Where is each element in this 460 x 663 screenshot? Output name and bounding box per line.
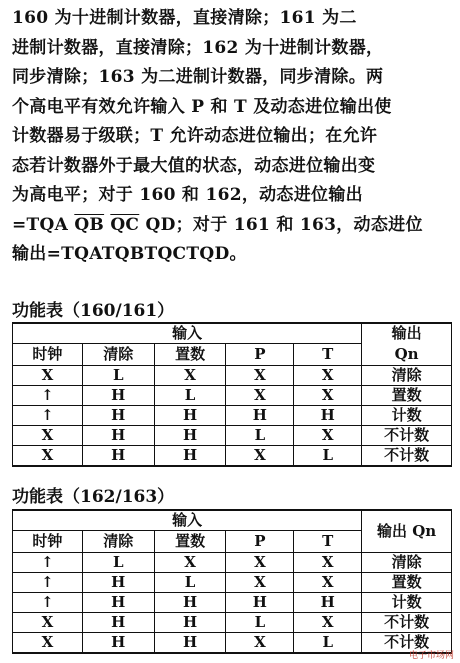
table-cell: H xyxy=(154,446,226,467)
table-cell: X xyxy=(13,426,83,446)
table-cell: H xyxy=(226,406,294,426)
column-header: 置数 xyxy=(154,344,226,366)
paragraph-line: 个高电平有效允许输入 P 和 T 及动态进位输出使 xyxy=(12,96,392,117)
table-cell: H xyxy=(82,446,154,467)
table-cell: X xyxy=(226,446,294,467)
table-cell: X xyxy=(13,366,83,386)
formula-qb-bar: $\overline{QB}$ xyxy=(74,214,105,235)
table-cell: H xyxy=(82,426,154,446)
paragraph-line: 160 为十进制计数器，直接清除；161 为二 xyxy=(12,8,357,28)
table-cell: 不计数 xyxy=(362,426,452,446)
table-cell: 不计数 xyxy=(362,446,452,467)
table-cell: X xyxy=(294,386,362,406)
paragraph-line: 为高电平；对于 160 和 162，动态进位输出 xyxy=(12,185,363,205)
input-header: 输入 xyxy=(13,323,362,344)
table-row xyxy=(13,553,452,573)
table-cell: X xyxy=(294,573,362,593)
output-header: 输出 xyxy=(362,323,452,344)
table-cell: X xyxy=(13,633,83,654)
function-table-160-161 xyxy=(12,322,452,467)
table-cell: H xyxy=(154,613,226,633)
formula-suffix: QD；对于 161 和 163，动态进位 xyxy=(139,214,423,235)
column-header: 时钟 xyxy=(13,531,83,553)
table-cell: L xyxy=(294,633,362,654)
paragraph-line: 进制计数器，直接清除；162 为十进制计数器， xyxy=(12,37,384,58)
table-cell: X xyxy=(294,426,362,446)
table-cell: X xyxy=(226,633,294,654)
input-header: 输入 xyxy=(13,510,362,531)
table-row xyxy=(13,613,452,633)
column-header: 清除 xyxy=(82,531,154,553)
output-header: 输出 Qn xyxy=(362,510,452,553)
table-cell: H xyxy=(154,406,226,426)
table-cell: H xyxy=(82,406,154,426)
table-cell: 计数 xyxy=(362,593,452,613)
table-cell: 置数 xyxy=(362,573,452,593)
table-cell: X xyxy=(154,553,226,573)
table-cell: H xyxy=(154,593,226,613)
description-paragraph xyxy=(12,4,452,270)
table-cell: X xyxy=(294,613,362,633)
column-header: 置数 xyxy=(154,531,226,553)
table-cell: H xyxy=(82,633,154,654)
table-cell: X xyxy=(226,386,294,406)
table2-caption: 功能表（162/163） xyxy=(12,487,175,507)
table-cell: H xyxy=(82,593,154,613)
table2-body xyxy=(13,553,452,654)
column-header: 时钟 xyxy=(13,344,83,366)
paragraph-line: 输出=TQATQBTQCTQD。 xyxy=(12,244,247,264)
table-cell: X xyxy=(294,553,362,573)
column-header: P xyxy=(226,344,294,366)
table-cell: X xyxy=(226,573,294,593)
table-cell: L xyxy=(82,553,154,573)
table-cell: 不计数 xyxy=(362,633,452,654)
table-row xyxy=(13,366,452,386)
table-cell: H xyxy=(154,426,226,446)
table-cell: ↑ xyxy=(13,553,83,573)
table-cell: H xyxy=(154,633,226,654)
table-cell: X xyxy=(226,553,294,573)
table-cell: X xyxy=(13,446,83,467)
table-cell: X xyxy=(294,366,362,386)
table-cell: X xyxy=(226,366,294,386)
table-cell: L xyxy=(226,613,294,633)
table-cell: 置数 xyxy=(362,386,452,406)
table-cell: H xyxy=(82,386,154,406)
table-cell: L xyxy=(154,386,226,406)
table-row xyxy=(13,633,452,654)
table-row xyxy=(13,593,452,613)
table-cell: ↑ xyxy=(13,406,83,426)
table-cell: L xyxy=(294,446,362,467)
paragraph-line: 同步清除；163 为二进制计数器，同步清除。两 xyxy=(12,67,384,87)
table-cell: H xyxy=(82,573,154,593)
column-header: 清除 xyxy=(82,344,154,366)
column-header: P xyxy=(226,531,294,553)
formula-prefix: =TQA xyxy=(12,214,75,235)
table1-caption: 功能表（160/161） xyxy=(12,301,175,321)
table-row xyxy=(13,573,452,593)
table-cell: H xyxy=(82,613,154,633)
table-cell: L xyxy=(226,426,294,446)
table-row xyxy=(13,446,452,467)
table-cell: ↑ xyxy=(13,593,83,613)
table-cell: X xyxy=(13,613,83,633)
paragraph-line: 态若计数器外于最大值的状态，动态进位输出变 xyxy=(12,155,376,176)
watermark-logo: 电子市场网 xyxy=(408,651,454,661)
table-cell: H xyxy=(294,406,362,426)
table-cell: 不计数 xyxy=(362,613,452,633)
output-subheader: Qn xyxy=(362,344,452,366)
table-cell: 计数 xyxy=(362,406,452,426)
paragraph-line-formula xyxy=(12,211,452,241)
column-header: T xyxy=(294,531,362,553)
table-row xyxy=(13,426,452,446)
column-header: T xyxy=(294,344,362,366)
table-cell: X xyxy=(154,366,226,386)
table-row xyxy=(13,406,452,426)
table-cell: H xyxy=(294,593,362,613)
formula-qc-bar: $\overline{QC}$ xyxy=(110,214,140,235)
function-table-162-163 xyxy=(12,509,452,654)
table-cell: 清除 xyxy=(362,553,452,573)
table-cell: L xyxy=(154,573,226,593)
paragraph-line: 计数器易于级联；T 允许动态进位输出；在允许 xyxy=(12,126,378,146)
table-row xyxy=(13,386,452,406)
table-cell: 清除 xyxy=(362,366,452,386)
table-cell: H xyxy=(226,593,294,613)
table-cell: ↑ xyxy=(13,573,83,593)
table1-body xyxy=(13,366,452,467)
table-cell: L xyxy=(82,366,154,386)
table-cell: ↑ xyxy=(13,386,83,406)
